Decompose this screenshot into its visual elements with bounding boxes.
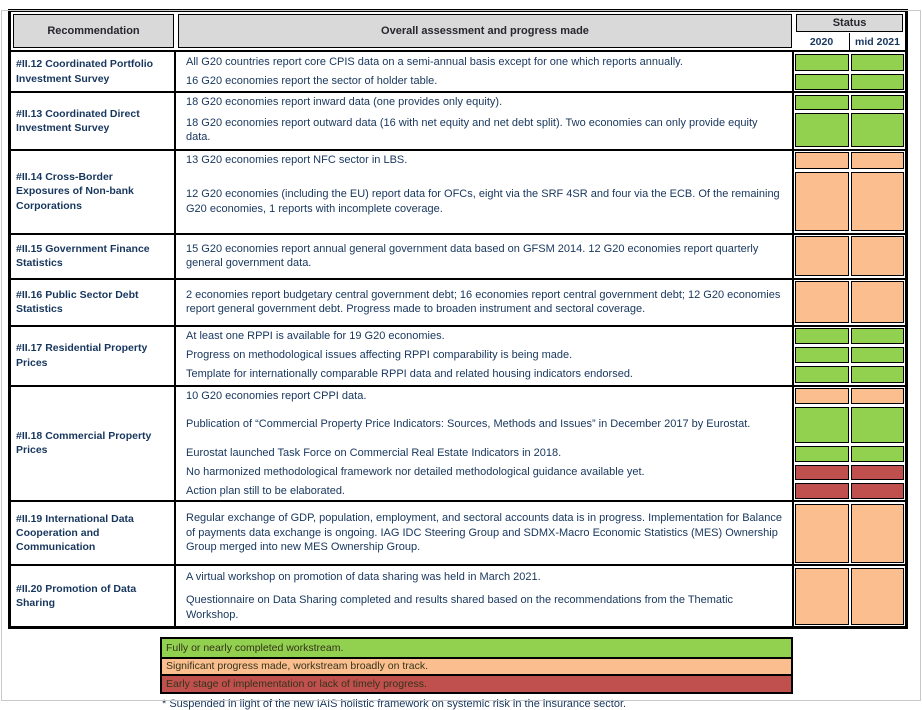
recommendation-cell: #II.20 Promotion of Data Sharing: [11, 566, 176, 626]
header-status-mid2021: mid 2021: [850, 33, 905, 50]
status-cell-mid2021: [851, 504, 904, 563]
status-cell-2020: [795, 172, 849, 231]
assessment-text: 15 G20 economies report annual general government data based on GFSM 2014. 12 G20 economies report quarterly general government data.: [186, 242, 759, 270]
recommendation-cell: #II.16 Public Sector Debt Statistics: [11, 280, 176, 325]
status-cell-2020: [795, 347, 849, 363]
recommendation-cell: #II.12 Coordinated Portfolio Investment Survey: [11, 52, 176, 91]
status-cell-2020: [795, 74, 849, 90]
assessment-cell: [176, 235, 794, 278]
assessment-text: A virtual workshop on promotion of data sharing was held in March 2021.: [186, 570, 541, 583]
assessment-cell: [176, 151, 794, 171]
assessment-cell: [176, 72, 794, 91]
status-cell-mid2021: [851, 446, 904, 462]
table-row: [11, 233, 905, 278]
status-cell-2020: [795, 54, 849, 71]
status-cell-2020: [795, 366, 849, 383]
assessment-text: Progress on methodological issues affecting RPPI comparability is being made.: [186, 348, 573, 361]
table-row: [11, 278, 905, 325]
assessment-text: At least one RPPI is available for 19 G20 economies.: [186, 329, 445, 342]
status-cell-mid2021: [851, 328, 904, 344]
header-recommendation: Recommendation: [13, 14, 174, 48]
recommendation-cell: #II.17 Residential Property Prices: [11, 327, 176, 385]
status-cell-mid2021: [851, 152, 904, 169]
assessment-cell: [176, 327, 794, 346]
assessment-cell: [176, 171, 794, 233]
assessment-text: 18 G20 economies report inward data (one provides only equity).: [186, 96, 503, 108]
header-status-years: [794, 33, 905, 50]
assessment-text: 2 economies report budgetary central government debt; 16 economies report central government debt; 12 G20 economies report general government debt. Progress made to broaden instrument and sectoral coverage.: [186, 288, 781, 316]
table-body: [11, 50, 905, 626]
status-cell-2020: [795, 281, 849, 323]
assessment-cell: [176, 52, 794, 72]
status-cell-mid2021: [851, 568, 904, 625]
table-row: [11, 91, 905, 149]
footnote: * Suspended in light of the new IAIS holistic framework on systemic risk in the insurance sector.: [162, 697, 627, 710]
header-assessment: Overall assessment and progress made: [178, 14, 792, 48]
status-cell-2020: [795, 95, 849, 111]
assessment-cell: [176, 280, 794, 325]
status-cell-mid2021: [851, 483, 904, 499]
assessment-cell: [176, 346, 794, 365]
status-cell-mid2021: [851, 281, 904, 323]
status-cell-2020: [795, 407, 849, 443]
assessment-cell: [176, 93, 794, 112]
recommendation-cell: #II.14 Cross-Border Exposures of Non-bank Corporations: [11, 151, 176, 233]
status-cell-2020: [795, 446, 849, 462]
assessment-cell: [176, 444, 794, 463]
status-cell-2020: [795, 465, 849, 481]
status-cell-mid2021: [851, 236, 904, 276]
assessment-cell: [176, 387, 794, 406]
legend-row: Significant progress made, workstream broadly on track.: [162, 657, 791, 675]
status-cell-mid2021: [851, 54, 904, 71]
status-cell-mid2021: [851, 366, 904, 383]
recommendation-cell: #II.13 Coordinated Direct Investment Survey: [11, 93, 176, 149]
legend-row: Fully or nearly completed workstream.: [162, 639, 791, 657]
table-row: [11, 385, 905, 501]
assessment-text: Template for internationally comparable RPPI data and related housing indicators endorsed.: [186, 368, 633, 381]
header-status: Status: [796, 14, 903, 32]
table-row: [11, 149, 905, 233]
status-cell-2020: [795, 388, 849, 404]
assessment-text: No harmonized methodological framework nor detailed methodological guidance available yet.: [186, 466, 645, 479]
status-cell-2020: [795, 504, 849, 563]
recommendation-cell: #II.15 Government Finance Statistics: [11, 235, 176, 278]
assessment-text: 13 G20 economies report NFC sector in LBS.: [186, 154, 408, 167]
status-cell-mid2021: [851, 407, 904, 443]
status-cell-2020: [795, 483, 849, 499]
status-legend: [160, 637, 793, 694]
assessment-cell: [176, 566, 794, 626]
status-cell-2020: [795, 152, 849, 169]
status-cell-2020: [795, 568, 849, 625]
assessment-text: Questionnaire on Data Sharing completed and results shared based on the recommendations from the Thematic Workshop.: [186, 594, 734, 621]
assessment-cell: [176, 365, 794, 385]
status-cell-mid2021: [851, 465, 904, 481]
table-row: [11, 50, 905, 91]
table-row: [11, 500, 905, 564]
status-cell-mid2021: [851, 347, 904, 363]
assessment-text: Publication of “Commercial Property Price Indicators: Sources, Methods and Issues” in December 2017 by Eurostat.: [186, 418, 751, 431]
header-status-2020: 2020: [794, 33, 850, 50]
status-cell-2020: [795, 236, 849, 276]
status-cell-mid2021: [851, 113, 904, 147]
legend-row: Early stage of implementation or lack of timely progress.: [162, 674, 791, 692]
assessment-text: 10 G20 economies report CPPI data.: [186, 389, 367, 402]
assessment-cell: [176, 482, 794, 501]
assessment-text: Eurostat launched Task Force on Commercial Real Estate Indicators in 2018.: [186, 447, 562, 460]
status-cell-mid2021: [851, 74, 904, 90]
recommendation-cell: #II.19 International Data Cooperation and Communication: [11, 502, 176, 564]
assessment-text: 18 G20 economies report outward data (16 with net equity and net debt split). Two economies can only provide equity data.: [186, 116, 758, 144]
assessment-text: All G20 countries report core CPIS data on a semi-annual basis except for one which reports annually.: [186, 55, 683, 68]
assessment-text: Regular exchange of GDP, population, employment, and sectoral accounts data is in progress. Implementation for Balance of payments data exchange is ongoing. IAG IDC Steering Group and SDMX-Macro Economic Statistics (MES) Ownership Group merged into new MES Ownership Group.: [186, 512, 782, 554]
assessment-text: Action plan still to be elaborated.: [186, 484, 345, 497]
table-row: [11, 564, 905, 626]
status-cell-mid2021: [851, 172, 904, 231]
assessment-cell: [176, 405, 794, 444]
table-header-row: [11, 12, 905, 50]
assessment-text: 16 G20 economies report the sector of holder table.: [186, 75, 438, 88]
assessment-cell: [176, 502, 794, 564]
assessment-cell: [176, 112, 794, 149]
status-cell-2020: [795, 328, 849, 344]
recommendation-cell: #II.18 Commercial Property Prices: [11, 387, 176, 501]
table-row: [11, 325, 905, 385]
progress-table: [8, 9, 908, 629]
header-status-group: [794, 12, 905, 50]
assessment-cell: [176, 463, 794, 482]
status-cell-mid2021: [851, 388, 904, 404]
status-cell-2020: [795, 113, 849, 147]
assessment-text: 12 G20 economies (including the EU) report data for OFCs, eight via the SRF 4SR and four via the ECB. Of the remaining G20 economies, 1 reports with incomplete coverage.: [186, 188, 780, 215]
status-cell-mid2021: [851, 95, 904, 111]
